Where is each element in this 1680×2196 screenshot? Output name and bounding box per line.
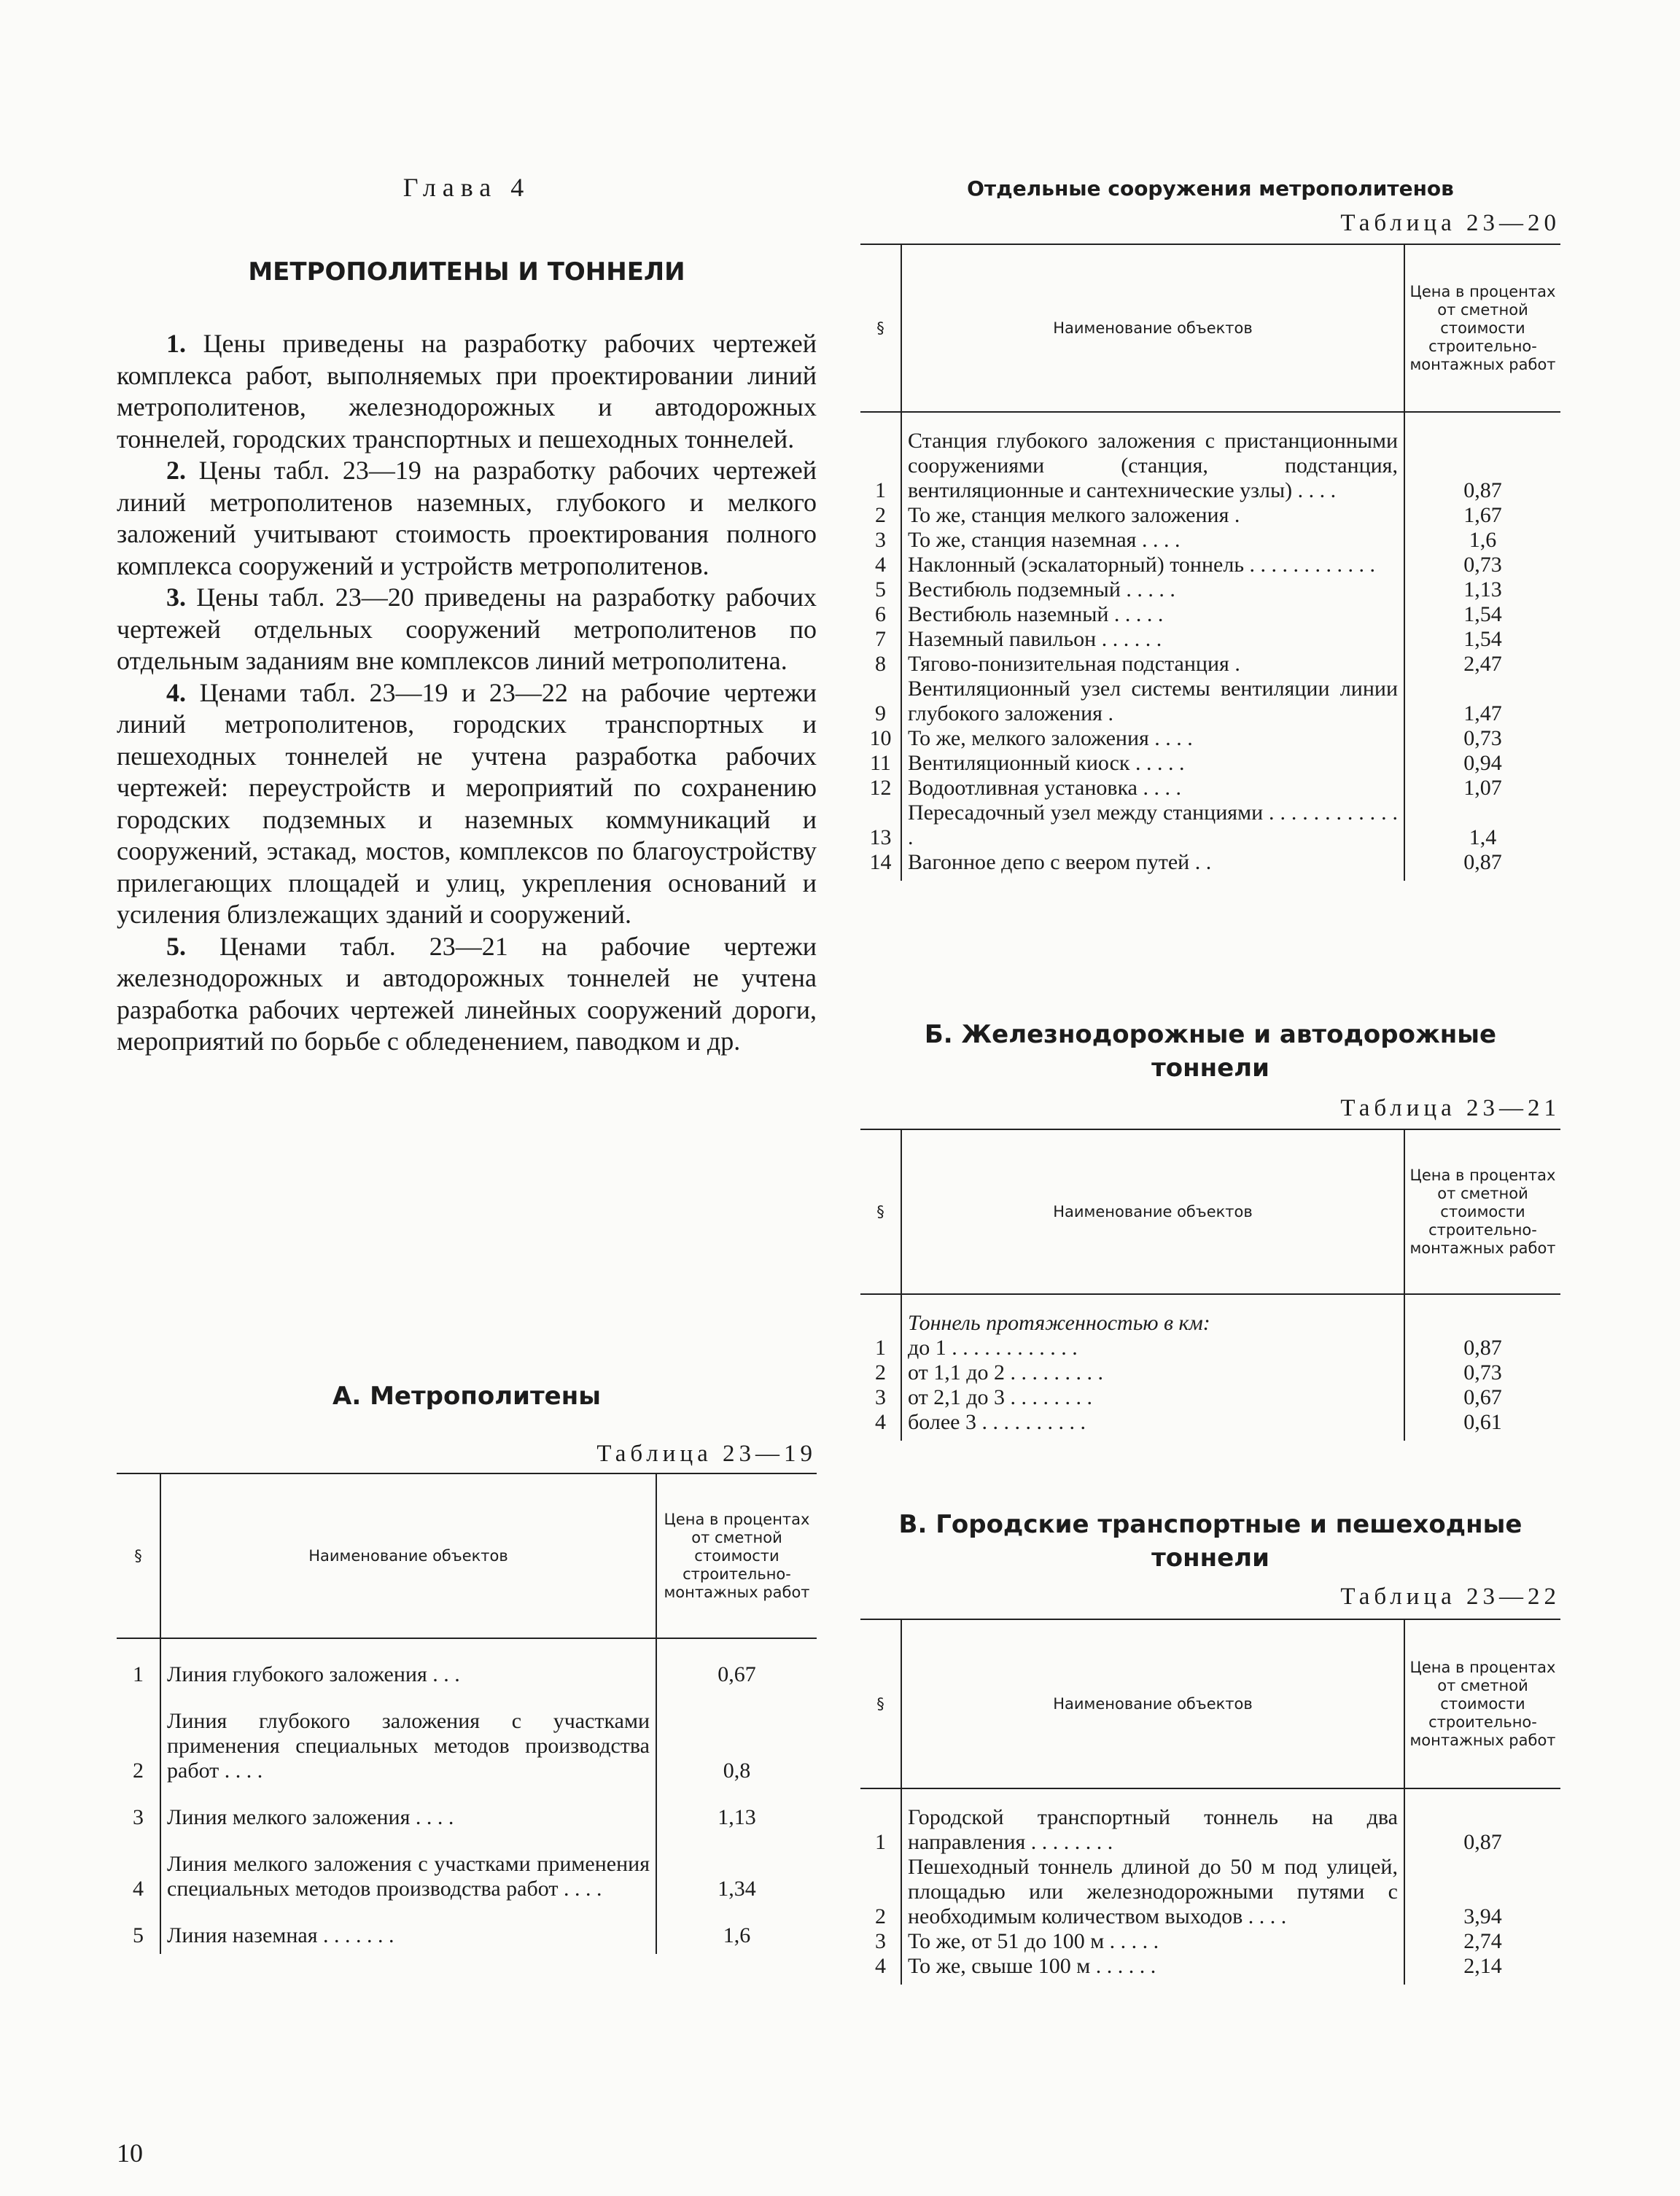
row-name: Линия мелкого заложения . . . .	[160, 1783, 656, 1830]
row-name: Вестибюль подземный . . . . .	[901, 577, 1404, 602]
row-value: 0,8	[656, 1687, 817, 1783]
row-number: 5	[875, 577, 886, 601]
table-row	[860, 1336, 1560, 1360]
row-number: 14	[869, 850, 892, 874]
table-row	[860, 627, 1560, 652]
row-value: 2,14	[1404, 1954, 1560, 1985]
col-header-name: Наименование объектов	[901, 1129, 1404, 1294]
row-value: 0,87	[1404, 1336, 1560, 1360]
row-number: 4	[875, 553, 886, 577]
row-number: 2	[875, 503, 886, 527]
paragraph-2-text: Цены табл. 23—19 на разработку рабочих чертежей линий метрополитенов наземных, глубокого и мелкого заложений учитывают стоимость проектирования полного комплекса сооружений и устройств метрополитенов.	[117, 456, 817, 580]
table-row	[860, 577, 1560, 602]
row-value: 0,67	[1404, 1385, 1560, 1410]
table-row	[860, 652, 1560, 677]
table-row	[860, 1385, 1560, 1410]
row-name: от 1,1 до 2 . . . . . . . . .	[901, 1360, 1404, 1385]
table-row	[860, 726, 1560, 751]
row-number: 13	[869, 825, 892, 849]
table-23-22-label: Таблица 23—22	[1340, 1584, 1560, 1610]
row-number: 10	[869, 726, 892, 750]
row-number: 1	[133, 1662, 144, 1686]
col-header-num: §	[860, 244, 901, 412]
table-23-20-label: Таблица 23—20	[1340, 210, 1560, 236]
row-value: 0,87	[1404, 1788, 1560, 1855]
table-row	[860, 1410, 1560, 1441]
row-name: Наклонный (эскалаторный) тоннель . . . . . . . . . . . .	[901, 553, 1404, 577]
row-value: 1,47	[1404, 677, 1560, 726]
row-number: 4	[875, 1954, 886, 1978]
table-23-19-label: Таблица 23—19	[596, 1441, 817, 1467]
row-value: 0,87	[1404, 850, 1560, 881]
table-row	[117, 1830, 817, 1901]
row-number: 11	[870, 751, 891, 775]
row-name: от 2,1 до 3 . . . . . . . .	[901, 1385, 1404, 1410]
row-value: 1,6	[656, 1901, 817, 1954]
paragraph-3	[117, 582, 817, 677]
paragraph-5	[117, 931, 817, 1058]
col-header-price: Цена в процентах от сметной стоимости строительно-монтажных работ	[1404, 244, 1560, 412]
paragraph-3-text: Цены табл. 23—20 приведены на разработку рабочих чертежей отдельных сооружений метрополитенов по отдельным заданиям вне комплексов линий метрополитена.	[117, 583, 817, 675]
row-number: 2	[875, 1360, 886, 1385]
row-number: 4	[875, 1410, 886, 1434]
table-row	[860, 602, 1560, 627]
table-row	[860, 776, 1560, 801]
section-b-title	[860, 1018, 1560, 1085]
col-header-num: §	[117, 1473, 160, 1638]
table-23-22	[860, 1619, 1560, 1985]
row-number: 3	[875, 1385, 886, 1409]
row-value: 0,67	[656, 1638, 817, 1687]
row-value: 1,54	[1404, 602, 1560, 627]
row-value: 0,73	[1404, 553, 1560, 577]
row-number: 1	[875, 1336, 886, 1360]
table-row	[860, 677, 1560, 726]
col-header-name: Наименование объектов	[901, 244, 1404, 412]
table-preface: Тоннель протяженностью в км:	[901, 1294, 1404, 1336]
row-value: 1,54	[1404, 627, 1560, 652]
table-23-21-label: Таблица 23—21	[1340, 1095, 1560, 1121]
row-value: 0,87	[1404, 412, 1560, 503]
row-name: То же, станция мелкого заложения .	[901, 503, 1404, 528]
row-number: 8	[875, 652, 886, 676]
section-a-title: А. Метрополитены	[332, 1382, 601, 1411]
table-row	[860, 1788, 1560, 1855]
row-name: Тягово-понизительная подстанция .	[901, 652, 1404, 677]
paragraph-3-number: 3.	[166, 583, 186, 612]
row-name: Городской транспортный тоннель на два направления . . . . . . . .	[901, 1788, 1404, 1855]
row-value: 0,73	[1404, 1360, 1560, 1385]
row-value: 1,67	[1404, 503, 1560, 528]
row-number: 2	[133, 1759, 144, 1783]
table-row	[860, 1929, 1560, 1954]
row-value: 1,13	[656, 1783, 817, 1830]
row-name: То же, от 51 до 100 м . . . . .	[901, 1929, 1404, 1954]
table-23-19-body	[117, 1638, 817, 1954]
row-value: 1,4	[1404, 801, 1560, 850]
col-header-num: §	[860, 1619, 901, 1788]
row-name: Вентиляционный узел системы вентиляции линии глубокого заложения .	[901, 677, 1404, 726]
row-name: То же, мелкого заложения . . . .	[901, 726, 1404, 751]
table-row	[860, 412, 1560, 503]
col-header-price: Цена в процентах от сметной стоимости строительно-монтажных работ	[1404, 1619, 1560, 1788]
paragraph-5-number: 5.	[166, 931, 186, 961]
row-name: до 1 . . . . . . . . . . . .	[901, 1336, 1404, 1360]
row-number: 5	[133, 1923, 144, 1947]
row-name: Вагонное депо с веером путей . .	[901, 850, 1404, 881]
row-number: 2	[875, 1904, 886, 1928]
row-value: 3,94	[1404, 1855, 1560, 1929]
col-header-name: Наименование объектов	[901, 1619, 1404, 1788]
paragraph-4	[117, 677, 817, 931]
section-c-title-line2: тоннели	[1151, 1543, 1269, 1573]
row-name: более 3 . . . . . . . . . .	[901, 1410, 1404, 1441]
table-row	[860, 850, 1560, 881]
row-name: Линия глубокого заложения . . .	[160, 1638, 656, 1687]
row-value: 0,94	[1404, 751, 1560, 776]
row-value: 1,6	[1404, 528, 1560, 553]
row-number: 12	[869, 776, 892, 800]
row-value: 1,07	[1404, 776, 1560, 801]
paragraph-4-text: Ценами табл. 23—19 и 23—22 на рабочие чертежи линий метрополитенов, городских транспортных и пешеходных тоннелей не учтена разработка рабочих чертежей: переустройств и мероприятий по сохранению городских подземных и наземных коммуникаций и сооружений, эстакад, мостов, комплексов по благоустройству прилегающих площадей и улиц, укрепления оснований и усиления близлежащих зданий и сооружений.	[117, 677, 817, 929]
paragraph-1-text: Цены приведены на разработку рабочих чертежей комплекса работ, выполняемых при проектировании линий метрополитенов, железнодорожных и автодорожных тоннелей, городских транспортных и пешеходных тоннелей.	[117, 329, 817, 453]
row-number: 3	[875, 528, 886, 552]
row-name: Пешеходный тоннель длиной до 50 м под улицей, площадью или железнодорожными путями с необходимым количеством выходов . . . .	[901, 1855, 1404, 1929]
row-name: Линия наземная . . . . . . .	[160, 1901, 656, 1954]
table-row	[860, 801, 1560, 850]
row-value: 0,61	[1404, 1410, 1560, 1441]
table-row	[860, 528, 1560, 553]
page-number: 10	[117, 2138, 143, 2168]
table-23-22-body	[860, 1788, 1560, 1985]
page-title: МЕТРОПОЛИТЕНЫ И ТОННЕЛИ	[248, 257, 685, 287]
row-name: Станция глубокого заложения с пристанционными сооружениями (станция, подстанция, вентиляционные и сантехнические узлы) . . . .	[901, 412, 1404, 503]
table-row	[117, 1638, 817, 1687]
table-row	[860, 1954, 1560, 1985]
intro-text	[117, 328, 817, 1058]
section-b-title-line2: тоннели	[1151, 1054, 1269, 1083]
row-name: Наземный павильон . . . . . .	[901, 627, 1404, 652]
row-value: 1,34	[656, 1830, 817, 1901]
table-row	[860, 553, 1560, 577]
paragraph-2-number: 2.	[166, 456, 186, 485]
table-23-19	[117, 1473, 817, 1954]
table-row	[117, 1687, 817, 1783]
row-name: Вестибюль наземный . . . . .	[901, 602, 1404, 627]
row-number: 1	[875, 478, 886, 502]
col-header-price: Цена в процентах от сметной стоимости строительно-монтажных работ	[1404, 1129, 1560, 1294]
row-name: Пересадочный узел между станциями . . . . . . . . . . . . .	[901, 801, 1404, 850]
row-number: 3	[875, 1929, 886, 1953]
row-number: 1	[875, 1830, 886, 1854]
col-header-name: Наименование объектов	[160, 1473, 656, 1638]
row-number: 7	[875, 627, 886, 651]
row-number: 4	[133, 1877, 144, 1901]
section-c-title-line1: В. Городские транспортные и пешеходные	[898, 1510, 1522, 1539]
table-row	[860, 1855, 1560, 1929]
section-c-title	[860, 1508, 1560, 1575]
row-value: 2,47	[1404, 652, 1560, 677]
row-number: 9	[875, 701, 886, 725]
col-header-price: Цена в процентах от сметной стоимости строительно-монтажных работ	[656, 1473, 817, 1638]
table-row	[117, 1783, 817, 1830]
paragraph-5-text: Ценами табл. 23—21 на рабочие чертежи железнодорожных и автодорожных тоннелей не учтена разработка рабочих чертежей линейных сооружений дороги, мероприятий по борьбе с обледенением, паводком и др.	[117, 931, 817, 1056]
row-value: 1,13	[1404, 577, 1560, 602]
row-value: 0,73	[1404, 726, 1560, 751]
row-number: 6	[875, 602, 886, 626]
paragraph-1	[117, 328, 817, 455]
table-row	[860, 503, 1560, 528]
row-name: Линия мелкого заложения с участками применения специальных методов производства работ . . . .	[160, 1830, 656, 1901]
paragraph-2	[117, 455, 817, 582]
row-name: Вентиляционный киоск . . . . .	[901, 751, 1404, 776]
chapter-label: Глава 4	[402, 173, 531, 202]
row-name: Водоотливная установка . . . .	[901, 776, 1404, 801]
row-name: То же, свыше 100 м . . . . . .	[901, 1954, 1404, 1985]
table-row	[860, 1294, 1560, 1336]
row-value: 2,74	[1404, 1929, 1560, 1954]
row-name: То же, станция наземная . . . .	[901, 528, 1404, 553]
table-23-21-body	[860, 1294, 1560, 1441]
row-name: Линия глубокого заложения с участками применения специальных методов производства работ . . . .	[160, 1687, 656, 1783]
table-row	[860, 751, 1560, 776]
paragraph-4-number: 4.	[166, 677, 186, 707]
table-23-21	[860, 1129, 1560, 1441]
col-header-num: §	[860, 1129, 901, 1294]
table-row	[117, 1901, 817, 1954]
table-23-20	[860, 244, 1560, 881]
table-23-20-body	[860, 412, 1560, 881]
row-number: 3	[133, 1805, 144, 1829]
table-20-caption: Отдельные сооружения метрополитенов	[967, 176, 1454, 200]
section-b-title-line1: Б. Железнодорожные и автодорожные	[924, 1020, 1497, 1049]
table-row	[860, 1360, 1560, 1385]
paragraph-1-number: 1.	[166, 329, 186, 358]
